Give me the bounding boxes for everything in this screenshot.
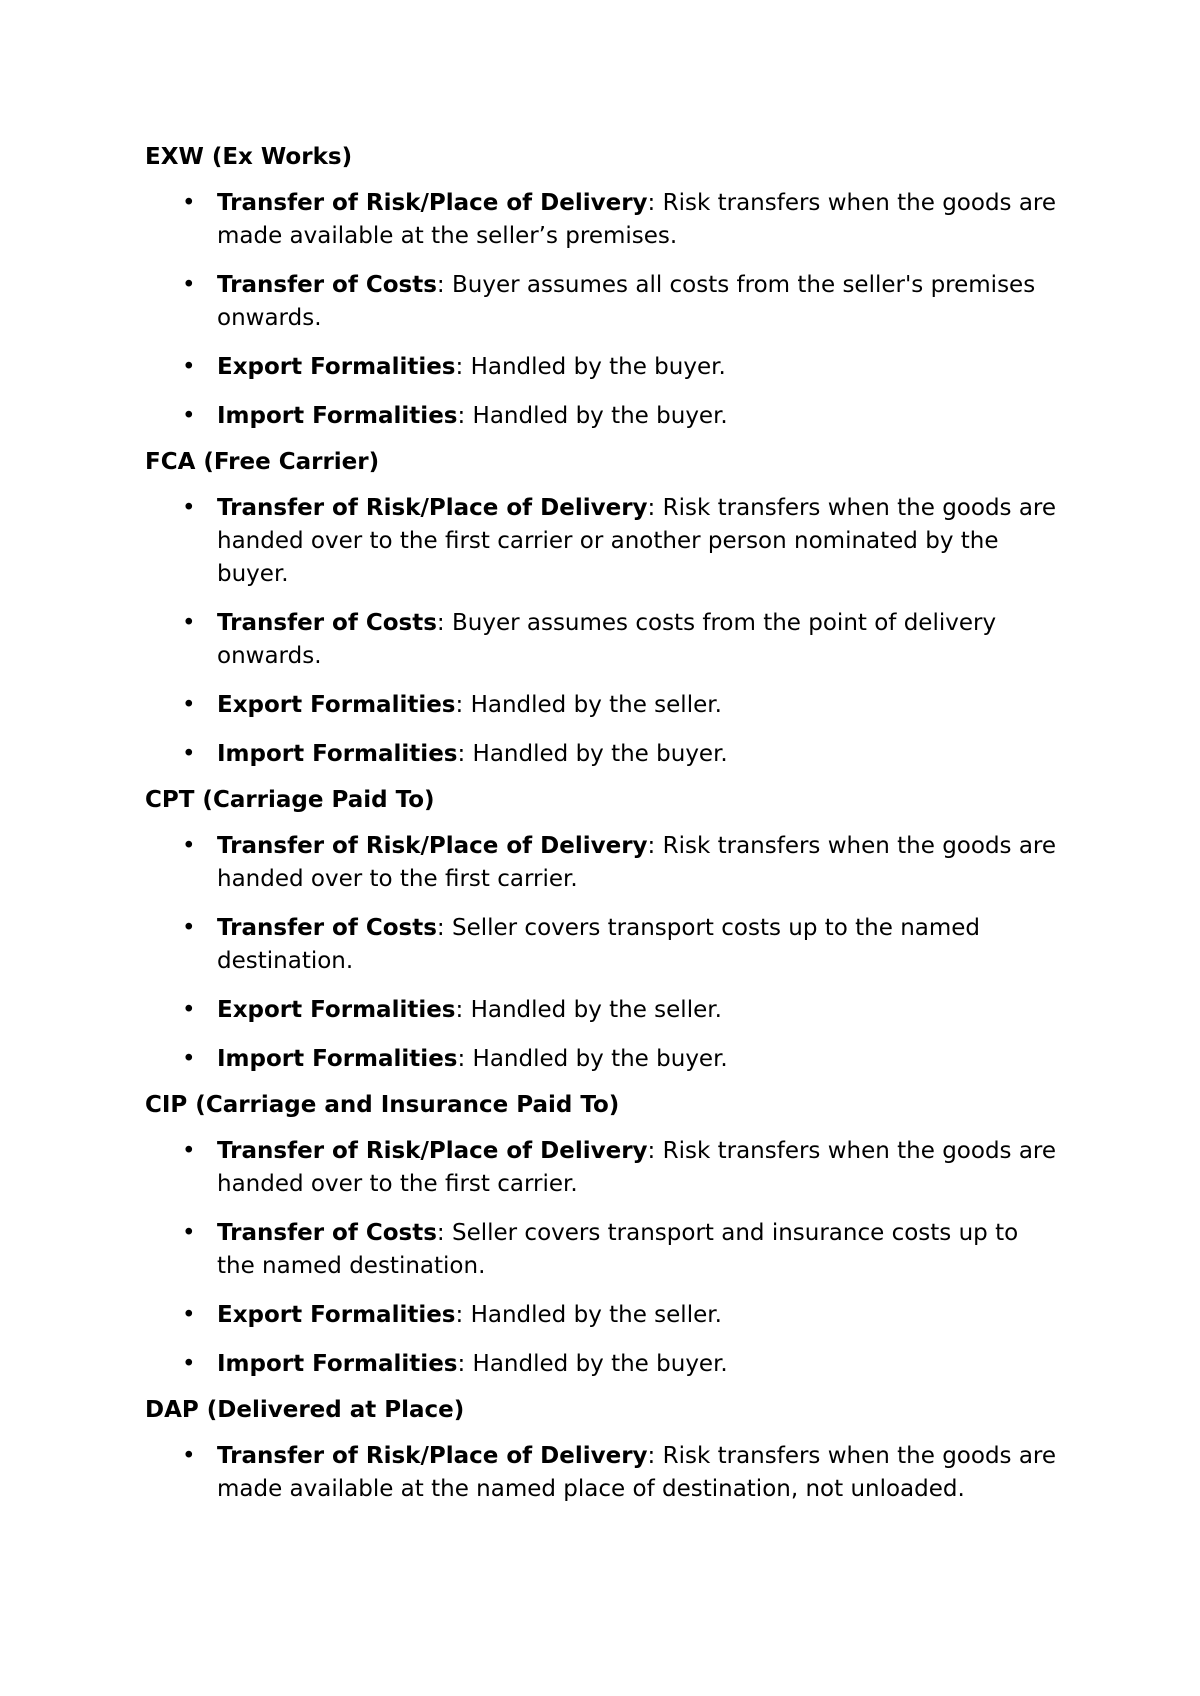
item-text: Handled by the buyer.	[465, 741, 728, 767]
item-label: Transfer of Risk/Place of Delivery	[217, 495, 648, 521]
term-list	[145, 830, 1060, 1076]
bullet-icon: •	[182, 741, 196, 767]
bullet-icon: •	[182, 1302, 196, 1328]
import-formalities-item	[145, 400, 1060, 433]
bullet-icon: •	[182, 833, 196, 859]
label-separator: :	[436, 610, 445, 636]
label-separator: :	[457, 403, 466, 429]
item-text: Handled by the buyer.	[463, 354, 726, 380]
item-label: Transfer of Costs	[217, 272, 437, 298]
bullet-icon: •	[182, 610, 196, 636]
bullet-icon: •	[182, 692, 196, 718]
risk-transfer-item	[145, 830, 1060, 896]
export-formalities-item	[145, 994, 1060, 1027]
bullet-icon: •	[182, 1351, 196, 1377]
bullet-icon: •	[182, 1220, 196, 1246]
label-separator: :	[436, 1220, 445, 1246]
bullet-icon: •	[182, 1138, 196, 1164]
label-separator: :	[436, 915, 445, 941]
item-text: Handled by the buyer.	[465, 403, 728, 429]
item-label: Transfer of Risk/Place of Delivery	[217, 190, 648, 216]
item-label: Import Formalities	[217, 403, 458, 429]
section-heading-cpt: CPT (Carriage Paid To)	[145, 787, 435, 813]
item-label: Transfer of Costs	[217, 1220, 437, 1246]
bullet-icon: •	[182, 354, 196, 380]
item-text: Handled by the seller.	[463, 692, 722, 718]
label-separator: :	[455, 1302, 464, 1328]
item-label: Transfer of Risk/Place of Delivery	[217, 1443, 648, 1469]
label-separator: :	[647, 190, 656, 216]
label-separator: :	[455, 692, 464, 718]
export-formalities-item	[145, 1299, 1060, 1332]
item-label: Export Formalities	[217, 997, 456, 1023]
export-formalities-item	[145, 689, 1060, 722]
section-heading-dap: DAP (Delivered at Place)	[145, 1397, 465, 1423]
item-text: Buyer assumes costs from the point of delivery onwards.	[217, 610, 997, 669]
term-list	[145, 1135, 1060, 1381]
costs-transfer-item	[145, 269, 1060, 335]
import-formalities-item	[145, 1043, 1060, 1076]
term-list	[145, 187, 1060, 433]
bullet-icon: •	[182, 403, 196, 429]
item-label: Transfer of Risk/Place of Delivery	[217, 833, 648, 859]
item-text: Seller covers transport and insurance costs up to the named destination.	[217, 1220, 1019, 1279]
item-label: Transfer of Costs	[217, 610, 437, 636]
bullet-icon: •	[182, 272, 196, 298]
bullet-icon: •	[182, 1443, 196, 1469]
item-label: Import Formalities	[217, 1046, 458, 1072]
item-text: Handled by the buyer.	[465, 1046, 728, 1072]
item-label: Import Formalities	[217, 741, 458, 767]
item-label: Transfer of Risk/Place of Delivery	[217, 1138, 648, 1164]
item-text: Handled by the seller.	[463, 997, 722, 1023]
item-label: Export Formalities	[217, 692, 456, 718]
label-separator: :	[457, 1046, 466, 1072]
bullet-icon: •	[182, 915, 196, 941]
item-text: Risk transfers when the goods are made available at the seller’s premises.	[217, 190, 1057, 249]
section-heading-fca: FCA (Free Carrier)	[145, 449, 380, 475]
label-separator: :	[647, 1443, 656, 1469]
section-heading-exw: EXW (Ex Works)	[145, 144, 353, 170]
item-text: Risk transfers when the goods are handed over to the first carrier or another person nominated by the buyer.	[217, 495, 1057, 587]
bullet-icon: •	[182, 997, 196, 1023]
risk-transfer-item	[145, 187, 1060, 253]
term-list	[145, 1440, 1060, 1506]
label-separator: :	[647, 495, 656, 521]
costs-transfer-item	[145, 1217, 1060, 1283]
risk-transfer-item	[145, 1135, 1060, 1201]
item-text: Risk transfers when the goods are made available at the named place of destination, not unloaded.	[217, 1443, 1057, 1502]
costs-transfer-item	[145, 607, 1060, 673]
label-separator: :	[457, 741, 466, 767]
export-formalities-item	[145, 351, 1060, 384]
import-formalities-item	[145, 738, 1060, 771]
item-text: Seller covers transport costs up to the named destination.	[217, 915, 981, 974]
label-separator: :	[436, 272, 445, 298]
item-text: Risk transfers when the goods are handed over to the first carrier.	[217, 833, 1057, 892]
item-text: Buyer assumes all costs from the seller's premises onwards.	[217, 272, 1036, 331]
costs-transfer-item	[145, 912, 1060, 978]
item-label: Export Formalities	[217, 354, 456, 380]
bullet-icon: •	[182, 190, 196, 216]
item-label: Transfer of Costs	[217, 915, 437, 941]
risk-transfer-item	[145, 1440, 1060, 1506]
bullet-icon: •	[182, 495, 196, 521]
label-separator: :	[647, 833, 656, 859]
section-heading-cip: CIP (Carriage and Insurance Paid To)	[145, 1092, 620, 1118]
item-text: Handled by the seller.	[463, 1302, 722, 1328]
item-text: Handled by the buyer.	[465, 1351, 728, 1377]
bullet-icon: •	[182, 1046, 196, 1072]
label-separator: :	[455, 997, 464, 1023]
item-label: Export Formalities	[217, 1302, 456, 1328]
import-formalities-item	[145, 1348, 1060, 1381]
item-text: Risk transfers when the goods are handed over to the first carrier.	[217, 1138, 1057, 1197]
term-list	[145, 492, 1060, 771]
risk-transfer-item	[145, 492, 1060, 591]
label-separator: :	[455, 354, 464, 380]
label-separator: :	[647, 1138, 656, 1164]
item-label: Import Formalities	[217, 1351, 458, 1377]
label-separator: :	[457, 1351, 466, 1377]
